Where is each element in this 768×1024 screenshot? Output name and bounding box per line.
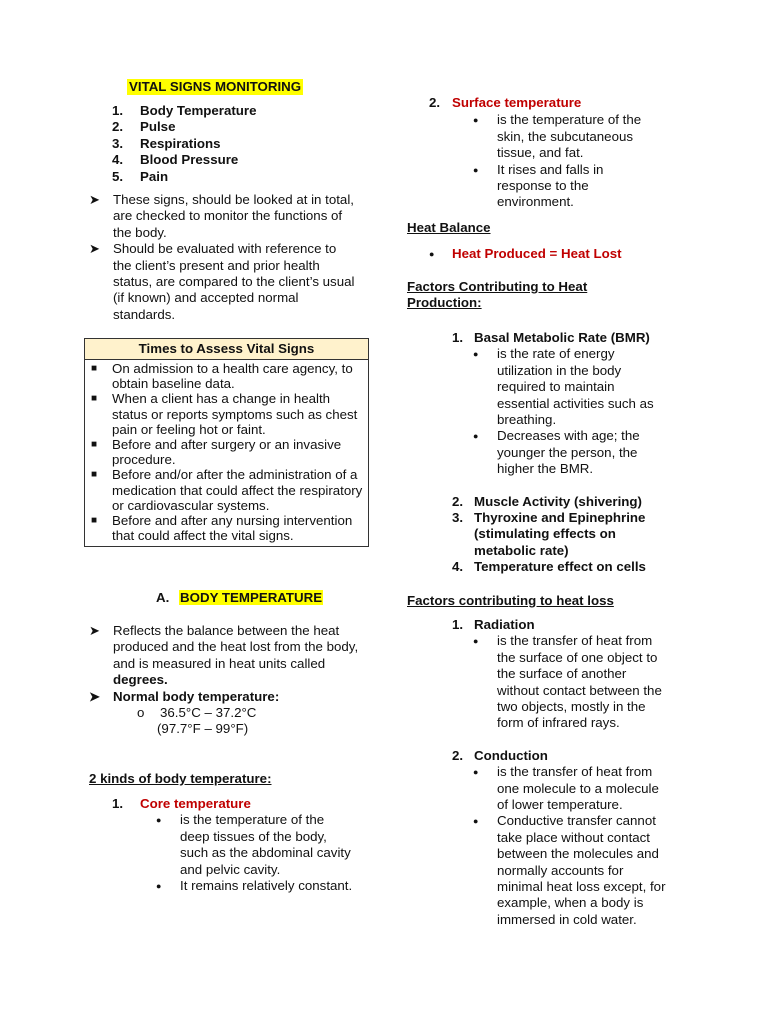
- list-item: ● Decreases with age; the younger the person, the higher the BMR.: [473, 428, 640, 477]
- list-item: ■ Before and after surgery or an invasive procedure.: [91, 437, 342, 468]
- list-item: 1. Body Temperature: [112, 103, 257, 118]
- arrow-bullet-icon: ➤: [89, 688, 100, 704]
- list-item: ➤ These signs, should be looked at in total, are checked to monitor the functions of the body.: [89, 192, 354, 240]
- dot-bullet-icon: ●: [429, 249, 435, 259]
- dot-bullet-icon: ●: [156, 881, 162, 892]
- list-item: ● is the temperature of the deep tissues of the body, such as the abdominal cavity and pelvic cavity.: [156, 812, 351, 877]
- dot-bullet-icon: ●: [473, 115, 479, 126]
- list-item: ➤ Reflects the balance between the heat produced and the heat lost from the body, and is measured in heat units called degrees.: [89, 623, 359, 688]
- list-item: 5. Pain: [112, 168, 169, 184]
- intro-bullets: [89, 192, 357, 323]
- square-bullet-icon: ■: [91, 515, 98, 527]
- list-item: ➤ Normal body temperature:: [89, 688, 280, 704]
- list-item: ■ Before and after any nursing intervention that could affect the vital signs.: [91, 513, 353, 544]
- heat-loss-heading: Factors contributing to heat loss: [407, 593, 614, 608]
- body-temperature-bullets: [89, 623, 369, 738]
- list-item: 4. Blood Pressure: [112, 152, 239, 168]
- list-item: 2. Muscle Activity (shivering): [452, 493, 642, 509]
- heat-balance-formula: ● Heat Produced = Heat Lost: [429, 246, 622, 261]
- dot-bullet-icon: ●: [473, 816, 479, 827]
- list-item: 2. Surface temperature: [429, 95, 582, 110]
- list-item: ● It remains relatively constant.: [156, 878, 353, 894]
- dot-bullet-icon: ●: [473, 636, 479, 647]
- list-item: ■ Before and/or after the administration of a medication that could affect the respiratory or cardiovascular systems.: [91, 467, 363, 513]
- square-bullet-icon: ■: [91, 469, 98, 481]
- arrow-bullet-icon: ➤: [89, 623, 100, 638]
- times-to-assess-box: [84, 338, 369, 547]
- section-a-heading: A. BODY TEMPERATURE: [156, 590, 323, 605]
- dot-bullet-icon: ●: [156, 815, 162, 826]
- list-item: ■ On admission to a health care agency, to obtain baseline data.: [91, 361, 353, 392]
- dot-bullet-icon: ●: [473, 767, 479, 778]
- list-item: ● is the rate of energy utilization in the body required to maintain essential activities such as breathing.: [473, 346, 654, 428]
- kinds-heading: 2 kinds of body temperature:: [89, 771, 272, 786]
- list-item: ● is the transfer of heat from one molecule to a molecule of lower temperature.: [473, 764, 659, 813]
- list-item: ● is the transfer of heat from the surface of one object to the surface of another without contact between the two objects, mostly in the form of infrared rays.: [473, 633, 662, 731]
- list-item: 3. Respirations: [112, 135, 221, 151]
- arrow-bullet-icon: ➤: [89, 192, 100, 207]
- square-bullet-icon: ■: [91, 393, 98, 405]
- list-item: ■ When a client has a change in health status or reports symptoms such as chest pain or feeling hot or faint.: [91, 391, 358, 437]
- dot-bullet-icon: ●: [473, 349, 479, 360]
- dot-bullet-icon: ●: [473, 431, 479, 442]
- surface-temperature: [429, 95, 689, 211]
- list-item: 2. Pulse: [112, 119, 176, 135]
- circle-bullet-icon: o: [137, 705, 145, 721]
- page-title: VITAL SIGNS MONITORING: [129, 79, 302, 94]
- heat-production-heading: Factors Contributing to Heat Production:: [407, 279, 588, 311]
- box-header: Times to Assess Vital Signs: [85, 339, 369, 360]
- heat-production-factors: [452, 330, 692, 576]
- heat-loss-factors: [452, 617, 692, 928]
- core-temperature: [112, 796, 362, 894]
- list-item: 4. Temperature effect on cells: [452, 559, 646, 575]
- square-bullet-icon: ■: [91, 363, 98, 374]
- list-item: ➤ Should be evaluated with reference to the client’s present and prior health status, are compared to the client’s usual (if known) and accepted normal standards.: [89, 241, 355, 322]
- square-bullet-icon: ■: [91, 439, 98, 451]
- list-item: 1. Basal Metabolic Rate (BMR): [452, 330, 650, 345]
- arrow-bullet-icon: ➤: [89, 241, 100, 257]
- list-item: 1. Radiation: [452, 617, 535, 632]
- list-item: 2. Conduction: [452, 747, 548, 763]
- list-item: ● Conductive transfer cannot take place without contact between the molecules and normally accounts for minimal heat loss except, for example, when a body is immersed in cold water.: [473, 813, 666, 927]
- list-item: ● is the temperature of the skin, the subcutaneous tissue, and fat.: [473, 112, 642, 161]
- vital-signs-list: [112, 103, 312, 185]
- list-item: ● It rises and falls in response to the environment.: [473, 161, 604, 210]
- heat-balance-heading: Heat Balance: [407, 220, 491, 235]
- list-item: 3. Thyroxine and Epinephrine (stimulating effects on metabolic rate): [452, 510, 646, 558]
- list-item: 1. Core temperature: [112, 796, 251, 811]
- normal-range: o 36.5°C – 37.2°C (97.7°F – 99°F): [137, 705, 257, 737]
- dot-bullet-icon: ●: [473, 164, 479, 175]
